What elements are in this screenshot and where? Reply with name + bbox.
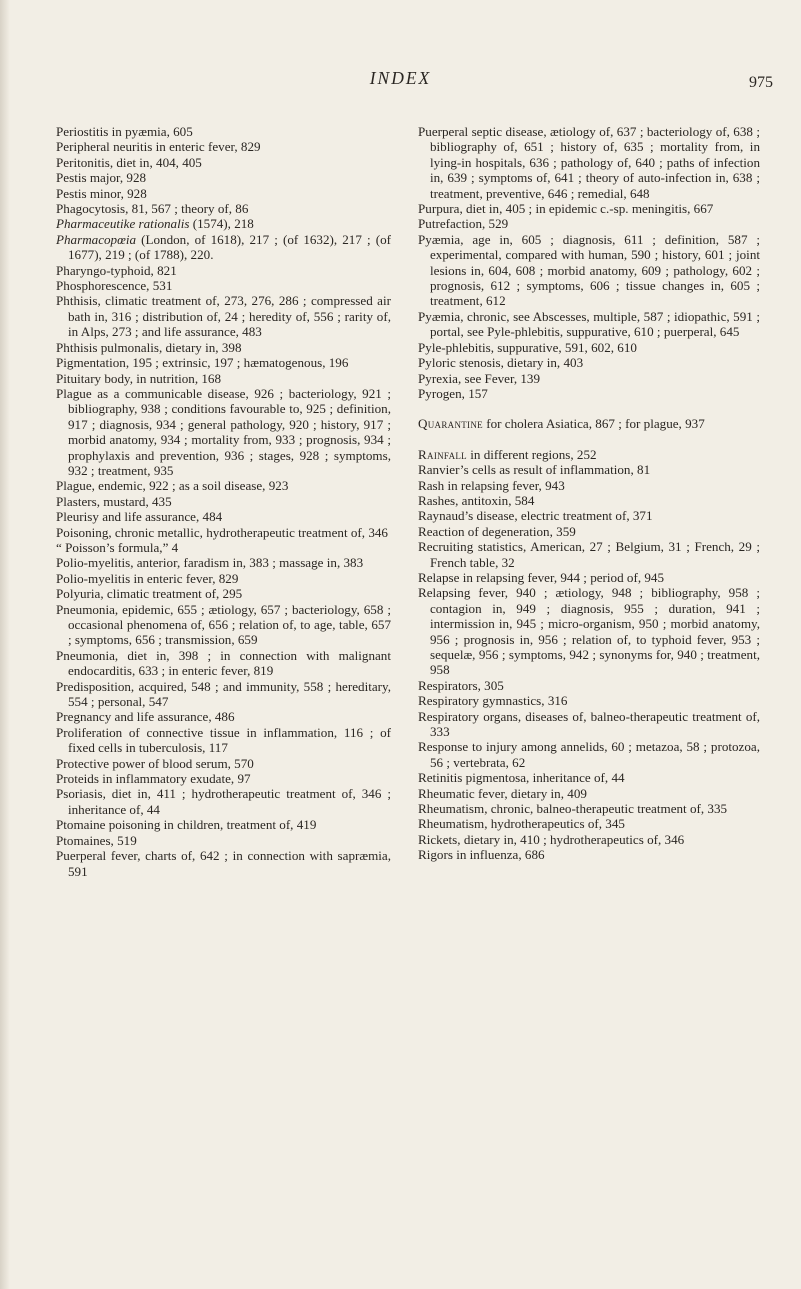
page-number: 975 xyxy=(749,74,773,91)
index-entry: Proliferation of connective tissue in inflammation, 116 ; of fixed cells in tuberculosis, 117 xyxy=(56,724,391,756)
index-entry: Pyloric stenosis, dietary in, 403 xyxy=(418,355,584,371)
index-entry: Pyrogen, 157 xyxy=(418,385,488,401)
index-entry: Plague, endemic, 922 ; as a soil disease, 923 xyxy=(56,478,289,494)
index-entry: Raynaud’s disease, electric treatment of, 371 xyxy=(418,508,653,524)
index-entry: Periostitis in pyæmia, 605 xyxy=(56,124,193,139)
index-entry: Reaction of degeneration, 359 xyxy=(418,523,576,539)
index-entry: Polio-myelitis, anterior, faradism in, 383 ; massage in, 383 xyxy=(56,555,364,571)
index-entry: Respiratory gymnastics, 316 xyxy=(418,693,568,709)
index-entry: Response to injury among annelids, 60 ; metazoa, 58 ; protozoa, 56 ; vertebrata, 62 xyxy=(418,739,760,770)
index-entry: Pharyngo-typhoid, 821 xyxy=(56,262,177,278)
index-entry: Rheumatism, chronic, balneo-therapeutic treatment of, 335 xyxy=(418,801,728,817)
page-header xyxy=(0,68,801,98)
index-entry: Rheumatism, hydrotherapeutics of, 345 xyxy=(418,816,625,832)
index-entry: Pestis major, 928 xyxy=(56,170,147,186)
index-entry: Peritonitis, diet in, 404, 405 xyxy=(56,154,202,170)
index-entry: Polyuria, climatic treatment of, 295 xyxy=(56,586,243,602)
index-entry: Plague as a communicable disease, 926 ; bacteriology, 921 ; bibliography, 938 ; conditions favourable to, 925 ; definition, 917 ; diagnosis, 934 ; general pathology, 920 ; history, 917 ; morbid anatomy, 934 ; mortality from, 933 ; prognosis, 934 ; prophylaxis and prevention, 936 ; stages, 928 ; symptoms, 932 ; treatment, 935 xyxy=(56,385,391,478)
index-entry: Ptomaine poisoning in children, treatment of, 419 xyxy=(56,817,317,833)
index-entry: Respirators, 305 xyxy=(418,677,504,693)
index-entry: Rash in relapsing fever, 943 xyxy=(418,477,565,493)
index-entry: Pneumonia, diet in, 398 ; in connection with malignant endocarditis, 633 ; in enteric fever, 819 xyxy=(56,647,391,679)
index-entry: Protective power of blood serum, 570 xyxy=(56,755,254,771)
index-entry: Phthisis pulmonalis, dietary in, 398 xyxy=(56,339,242,355)
index-entry: Ranvier’s cells as result of inflammation, 81 xyxy=(418,462,651,478)
index-entry: Pituitary body, in nutrition, 168 xyxy=(56,370,222,386)
letter-section-gap xyxy=(418,432,760,447)
letter-section-gap xyxy=(418,401,760,416)
index-entry: Pregnancy and life assurance, 486 xyxy=(56,709,235,725)
index-entry: Puerperal septic disease, ætiology of, 637 ; bacteriology of, 638 ; bibliography of, 651 ; history of, 635 ; mortality from, in lying-in hospitals, 636 ; pathology of, 640 ; paths of infection in, 639 ; symptoms of, 641 ; theory of auto-infection in, 638 ; treatment, preventive, 646 ; remedial, 648 xyxy=(418,124,760,201)
index-entry: Phosphorescence, 531 xyxy=(56,278,173,294)
index-entry: Rashes, antitoxin, 584 xyxy=(418,492,535,508)
index-entry: Pyle-phlebitis, suppurative, 591, 602, 610 xyxy=(418,339,637,355)
index-column-right xyxy=(418,124,760,863)
index-entry: “ Poisson’s formula,” 4 xyxy=(56,539,179,555)
index-entry: Phagocytosis, 81, 567 ; theory of, 86 xyxy=(56,201,249,217)
running-title: INDEX xyxy=(369,68,432,88)
index-entry: Polio-myelitis in enteric fever, 829 xyxy=(56,570,239,586)
index-entry: Ptomaines, 519 xyxy=(56,832,137,848)
index-entry: Purpura, diet in, 405 ; in epidemic c.-sp. meningitis, 667 xyxy=(418,201,714,217)
index-entry: Psoriasis, diet in, 411 ; hydrotherapeutic treatment of, 346 ; inheritance of, 44 xyxy=(56,786,391,817)
index-entry: Poisoning, chronic metallic, hydrotherapeutic treatment of, 346 xyxy=(56,524,388,540)
index-entry: Respiratory organs, diseases of, balneo-therapeutic treatment of, 333 xyxy=(418,708,760,740)
index-entry: Pestis minor, 928 xyxy=(56,185,147,201)
index-entry: Pyæmia, age in, 605 ; diagnosis, 611 ; definition, 587 ; experimental, compared with human, 590 ; history, 601 ; joint lesions in, 604, 608 ; morbid anatomy, 609 ; pathology, 602 ; prognosis, 612 ; symptoms, 606 ; tissue changes in, 605 ; treatment, 612 xyxy=(418,231,760,309)
index-entry: Putrefaction, 529 xyxy=(418,216,509,232)
index-entry: Relapse in relapsing fever, 944 ; period of, 945 xyxy=(418,569,665,585)
index-entry: Rigors in influenza, 686 xyxy=(418,847,545,863)
index-entry: Plasters, mustard, 435 xyxy=(56,493,172,509)
index-entry: Quarantine for cholera Asiatica, 867 ; for plague, 937 xyxy=(418,416,705,432)
index-entry: Rickets, dietary in, 410 ; hydrotherapeutics of, 346 xyxy=(418,831,685,847)
index-entry: Relapsing fever, 940 ; ætiology, 948 ; bibliography, 958 ; contagion in, 949 ; diagnosis, 955 ; duration, 941 ; intermission in, 945 ; micro-organism, 950 ; morbid anatomy, 956 ; prognosis in, 956 ; relation of, to typhoid fever, 953 ; sequelæ, 956 ; symptoms, 942 ; synonyms for, 940 ; treatment, 958 xyxy=(418,585,760,678)
index-entry: Proteids in inflammatory exudate, 97 xyxy=(56,771,251,787)
index-entry: Recruiting statistics, American, 27 ; Belgium, 31 ; French, 29 ; French table, 32 xyxy=(418,539,760,570)
index-entry: Pharmaceutike rationalis (1574), 218 xyxy=(56,216,254,232)
index-entry: Pigmentation, 195 ; extrinsic, 197 ; hæmatogenous, 196 xyxy=(56,355,349,371)
page-edge-shadow xyxy=(0,0,10,1289)
index-entry: Pyrexia, see Fever, 139 xyxy=(418,370,541,386)
index-entry: Pyæmia, chronic, see Abscesses, multiple, 587 ; idiopathic, 591 ; portal, see Pyle-phlebitis, suppurative, 610 ; puerperal, 645 xyxy=(418,308,760,340)
index-entry: Phthisis, climatic treatment of, 273, 276, 286 ; compressed air bath in, 316 ; distribution of, 24 ; heredity of, 556 ; rarity of, in Alps, 273 ; and life assurance, 483 xyxy=(56,293,391,340)
index-entry: Puerperal fever, charts of, 642 ; in connection with sapræmia, 591 xyxy=(56,848,391,879)
index-entry: Peripheral neuritis in enteric fever, 829 xyxy=(56,139,261,155)
index-column-left xyxy=(56,124,391,879)
index-entry: Predisposition, acquired, 548 ; and immunity, 558 ; hereditary, 554 ; personal, 547 xyxy=(56,678,391,710)
index-entry: Pharmacopœia (London, of 1618), 217 ; (of 1632), 217 ; (of 1677), 219 ; (of 1788), 220. xyxy=(56,231,391,263)
index-entry: Rheumatic fever, dietary in, 409 xyxy=(418,785,587,801)
index-entry: Pleurisy and life assurance, 484 xyxy=(56,509,223,525)
index-entry: Rainfall in different regions, 252 xyxy=(418,446,597,462)
index-entry: Pneumonia, epidemic, 655 ; ætiology, 657 ; bacteriology, 658 ; occasional phenomena of, 656 ; relation of, to age, table, 657 ; symptoms, 656 ; transmission, 659 xyxy=(56,601,391,648)
index-entry: Retinitis pigmentosa, inheritance of, 44 xyxy=(418,770,625,786)
